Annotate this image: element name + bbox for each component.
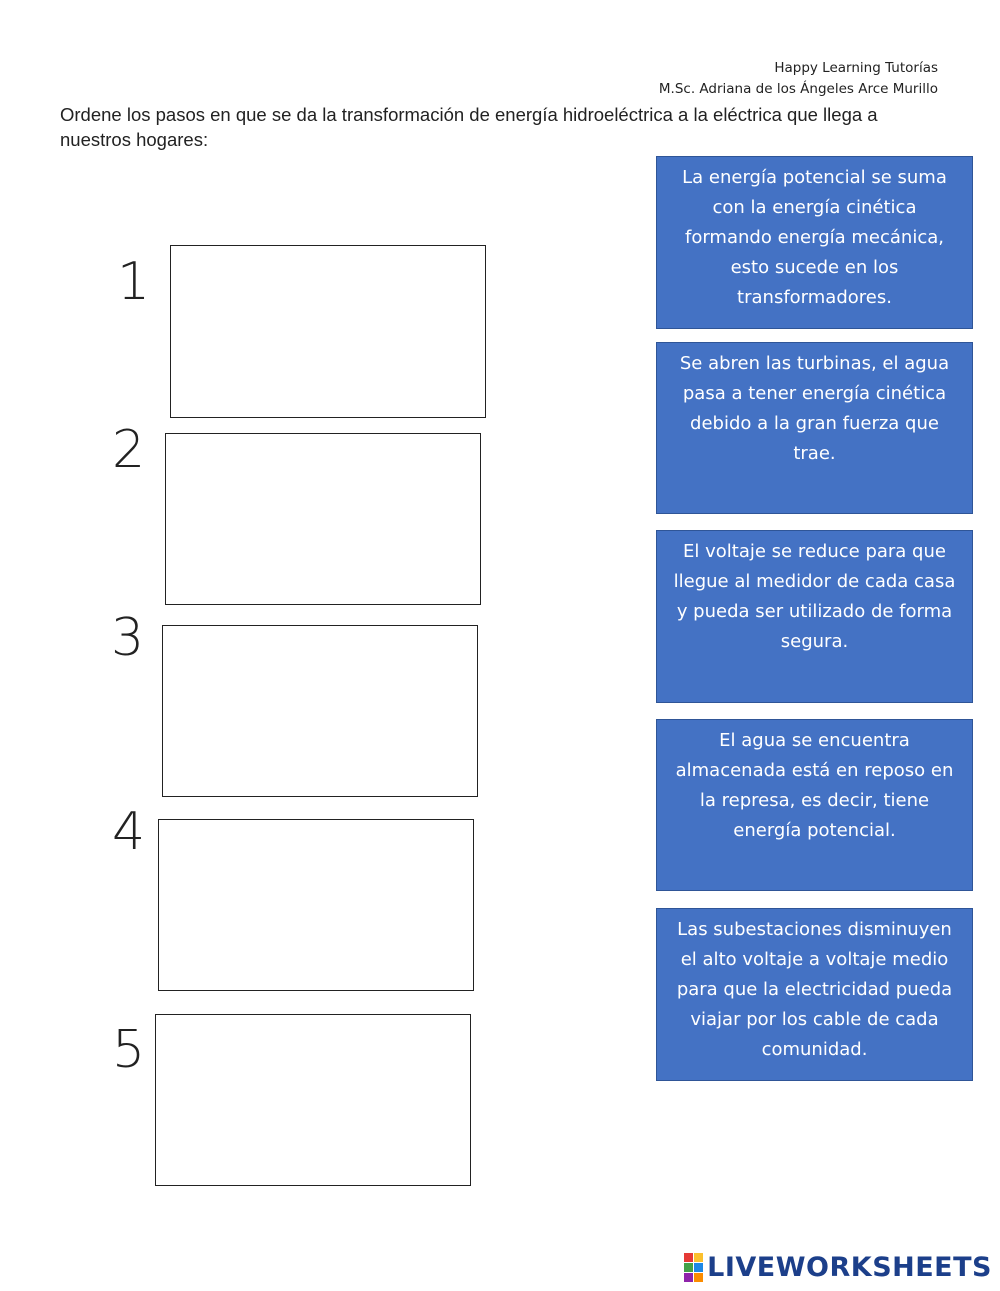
- drop-box-2[interactable]: [165, 433, 481, 605]
- answer-card-3[interactable]: El voltaje se reduce para que llegue al medidor de cada casa y pueda ser utilizado de forma segura.: [656, 530, 973, 703]
- answer-card-4[interactable]: El agua se encuentra almacenada está en reposo en la represa, es decir, tiene energía potencial.: [656, 719, 973, 891]
- step-number-2: 2: [112, 420, 146, 480]
- answer-card-1[interactable]: La energía potencial se suma con la energía cinética formando energía mecánica, esto sucede en los transformadores.: [656, 156, 973, 329]
- step-number-5: 5: [112, 1020, 146, 1080]
- drop-box-5[interactable]: [155, 1014, 471, 1186]
- drop-box-4[interactable]: [158, 819, 474, 991]
- step-number-4: 4: [112, 802, 146, 862]
- header-author: M.Sc. Adriana de los Ángeles Arce Murillo: [658, 81, 938, 97]
- liveworksheets-logo-icon: [684, 1253, 703, 1282]
- step-number-1: 1: [117, 252, 151, 312]
- worksheet-header: [659, 58, 938, 100]
- instructions-text: Ordene los pasos en que se da la transformación de energía hidroeléctrica a la eléctrica que llega a nuestros hogares:: [60, 104, 878, 150]
- answer-card-2[interactable]: Se abren las turbinas, el agua pasa a tener energía cinética debido a la gran fuerza que trae.: [656, 342, 973, 514]
- liveworksheets-logo-text: LIVEWORKSHEETS: [707, 1252, 992, 1283]
- header-organization: Happy Learning Tutorías: [774, 60, 938, 76]
- liveworksheets-logo: [684, 1252, 992, 1283]
- drop-box-1[interactable]: [170, 245, 486, 418]
- drop-box-3[interactable]: [162, 625, 478, 797]
- answer-card-5[interactable]: Las subestaciones disminuyen el alto voltaje a voltaje medio para que la electricidad pueda viajar por los cable de cada comunidad.: [656, 908, 973, 1081]
- step-number-3: 3: [111, 608, 145, 668]
